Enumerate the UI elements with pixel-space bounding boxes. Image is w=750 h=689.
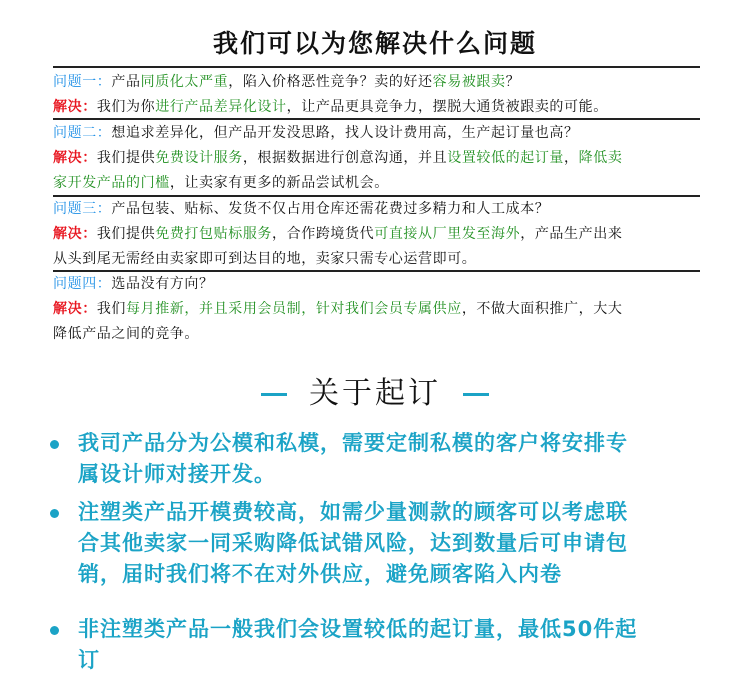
- dash-decoration: [261, 393, 287, 396]
- divider: [53, 195, 700, 197]
- highlight-text: 降低卖: [578, 150, 623, 166]
- body-text: ？: [505, 74, 521, 90]
- qa-line: [53, 123, 713, 143]
- body-text: ，不做大面积推广，大大: [461, 301, 623, 317]
- body-text: 选品没有方向？: [111, 276, 214, 292]
- solution-label: 解决：: [53, 150, 97, 166]
- page-title: 我们可以为您解决什么问题: [212, 29, 537, 58]
- bullet-dot-icon: [50, 440, 59, 449]
- solution-label: 解决：: [53, 226, 97, 242]
- qa-line: [53, 224, 713, 244]
- highlight-text: 设置较低的起订量: [447, 150, 565, 166]
- question-label: 问题一：: [53, 74, 112, 90]
- body-text: ，合作跨境货代: [272, 226, 375, 242]
- divider: [53, 118, 700, 120]
- highlight-text: 免费设计服务: [155, 150, 243, 166]
- bullet-text-line: 订: [78, 648, 100, 672]
- bullet-item: [50, 614, 710, 676]
- body-text: 从头到尾无需经由卖家即可到达目的地，卖家只需专心运营即可。: [53, 251, 477, 267]
- body-text: 我们: [96, 301, 127, 317]
- question-label: 问题四：: [53, 276, 112, 292]
- qa-line: [53, 299, 713, 319]
- bullet-text-line: 属设计师对接开发。: [78, 462, 276, 486]
- qa-line: [53, 199, 713, 219]
- body-text: ，根据数据进行创意沟通，并且: [242, 150, 448, 166]
- bullet-text-line: 合其他卖家一同采购降低试错风险，达到数量后可申请包: [78, 531, 628, 555]
- bullet-text-line: 销，届时我们将不在对外供应，避免顾客陷入内卷: [78, 562, 562, 586]
- bullet-item: [50, 497, 710, 590]
- highlight-text: 家开发产品的门槛: [53, 175, 170, 191]
- qa-line: [53, 173, 713, 193]
- bullet-text-line: 我司产品分为公模和私模，需要定制私模的客户将安排专: [78, 431, 628, 455]
- dash-decoration: [463, 393, 489, 396]
- qa-line: [53, 324, 713, 344]
- qa-line: [53, 249, 713, 269]
- bullet-dot-icon: [50, 626, 59, 635]
- body-text: 降低产品之间的竞争。: [53, 326, 199, 342]
- body-text: ，产品生产出来: [520, 226, 623, 242]
- solution-label: 解决：: [53, 99, 97, 115]
- bullet-item: [50, 428, 710, 490]
- body-text: ，: [564, 150, 579, 166]
- body-text: ，陷入价格恶性竞争？卖的好还: [228, 74, 433, 90]
- body-text: 我们为你: [96, 99, 156, 115]
- body-text: 产品: [111, 74, 141, 90]
- highlight-text: 进行产品差异化设计: [155, 99, 287, 115]
- divider: [53, 66, 700, 68]
- section-header: [0, 368, 750, 412]
- solution-label: 解决：: [53, 301, 97, 317]
- qa-line: [53, 97, 713, 117]
- highlight-text: 免费打包贴标服务: [155, 226, 273, 242]
- qa-line: [53, 72, 713, 92]
- question-label: 问题三：: [53, 201, 112, 217]
- qa-line: [53, 274, 713, 294]
- bullet-dot-icon: [50, 509, 59, 518]
- divider: [53, 270, 700, 272]
- highlight-text: 可直接从厂里发至海外: [374, 226, 521, 242]
- qa-line: [53, 148, 713, 168]
- question-label: 问题二：: [53, 125, 112, 141]
- highlight-text: 同质化太严重: [140, 74, 229, 90]
- body-text: ，让产品更具竞争力，摆脱大通货被跟卖的可能。: [286, 99, 608, 115]
- section-title: 关于起订: [309, 376, 441, 411]
- body-text: ，让卖家有更多的新品尝试机会。: [169, 175, 389, 191]
- body-text: 想追求差异化，但产品开发没思路，找人设计费用高，生产起订量也高？: [111, 125, 579, 141]
- highlight-text: 容易被跟卖: [432, 74, 506, 90]
- bullet-text-line: 非注塑类产品一般我们会设置较低的起订量，最低50件起: [78, 617, 638, 641]
- body-text: 我们提供: [96, 150, 156, 166]
- highlight-text: 每月推新，并且采用会员制，针对我们会员专属供应: [126, 301, 462, 317]
- bullet-text-line: 注塑类产品开模费较高，如需少量测款的顾客可以考虑联: [78, 500, 628, 524]
- body-text: 我们提供: [96, 226, 156, 242]
- body-text: 产品包装、贴标、发货不仅占用仓库还需花费过多精力和人工成本？: [111, 201, 550, 217]
